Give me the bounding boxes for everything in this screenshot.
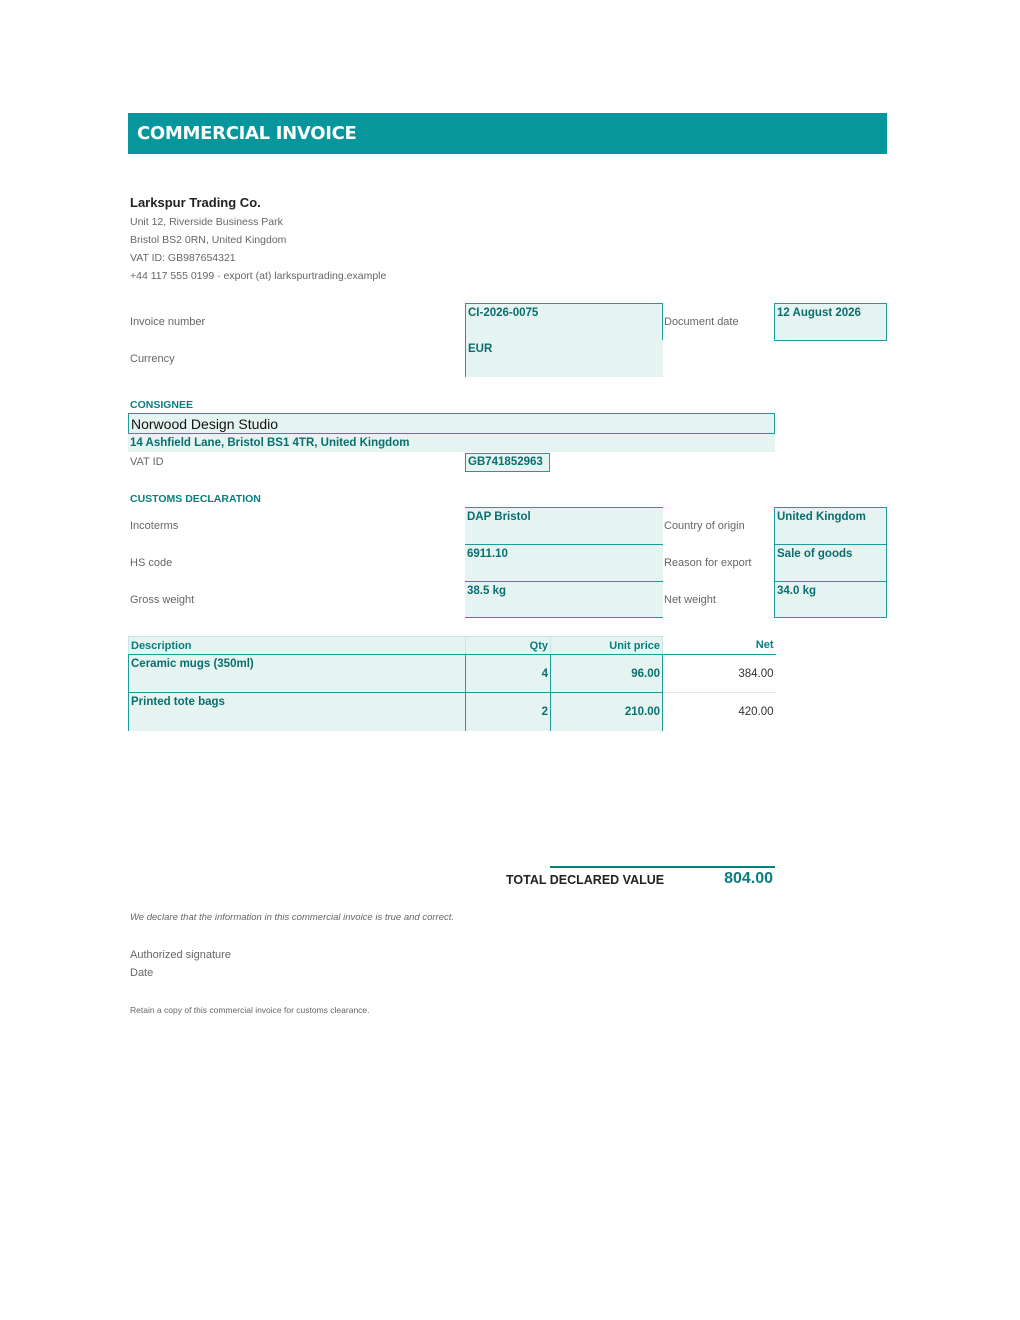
signature-date-label: Date (130, 967, 154, 979)
gross-weight-label: Gross weight (130, 594, 195, 606)
item-net-cell: 384.00 (663, 655, 776, 693)
line-items-table (128, 636, 776, 731)
declaration-text: We declare that the information in this commercial invoice is true and correct. (130, 912, 455, 923)
incoterms-label: Incoterms (130, 520, 179, 532)
consignee-name-field[interactable]: Norwood Design Studio (128, 413, 775, 434)
seller-address-line2: Bristol BS2 0RN, United Kingdom (130, 234, 287, 246)
net-weight-label: Net weight (664, 594, 716, 606)
incoterms-field[interactable]: DAP Bristol (465, 507, 663, 545)
table-row (129, 693, 776, 731)
column-header-unit-price: Unit price (551, 637, 663, 655)
hs-code-field[interactable]: 6911.10 (465, 544, 663, 582)
customs-section-title: CUSTOMS DECLARATION (130, 493, 261, 505)
authorized-signature-label: Authorized signature (130, 949, 231, 961)
item-description-cell[interactable]: Printed tote bags (129, 693, 466, 731)
consignee-vat-field[interactable]: GB741852963 (465, 453, 550, 472)
item-qty-cell[interactable]: 4 (466, 655, 551, 693)
country-of-origin-field[interactable]: United Kingdom (774, 507, 887, 545)
total-divider (550, 866, 775, 868)
invoice-title-banner: COMMERCIAL INVOICE (128, 113, 887, 154)
item-description-cell[interactable]: Ceramic mugs (350ml) (129, 655, 466, 693)
item-unit-price-cell[interactable]: 96.00 (551, 655, 663, 693)
table-header-row (129, 637, 776, 655)
hs-code-label: HS code (130, 557, 173, 569)
net-weight-field[interactable]: 34.0 kg (774, 581, 887, 618)
column-header-qty: Qty (466, 637, 551, 655)
seller-contact: +44 117 555 0199 · export (at) larkspurtrading.example (130, 270, 387, 282)
seller-address-line1: Unit 12, Riverside Business Park (130, 216, 283, 228)
gross-weight-field[interactable]: 38.5 kg (465, 581, 663, 618)
table-row (129, 655, 776, 693)
consignee-section-title: CONSIGNEE (130, 399, 194, 411)
currency-label: Currency (130, 353, 175, 365)
currency-field[interactable]: EUR (465, 340, 663, 377)
column-header-description: Description (129, 637, 466, 655)
reason-for-export-field[interactable]: Sale of goods (774, 544, 887, 582)
seller-name: Larkspur Trading Co. (130, 195, 261, 210)
document-date-label: Document date (664, 316, 739, 328)
invoice-number-field[interactable]: CI-2026-0075 (465, 303, 663, 341)
item-qty-cell[interactable]: 2 (466, 693, 551, 731)
retention-note: Retain a copy of this commercial invoice for customs clearance. (130, 1005, 370, 1015)
total-declared-value-label: TOTAL DECLARED VALUE (506, 873, 665, 887)
document-date-field[interactable]: 12 August 2026 (774, 303, 887, 341)
consignee-vat-label: VAT ID (130, 456, 164, 468)
country-of-origin-label: Country of origin (664, 520, 745, 532)
total-declared-value: 804.00 (724, 870, 773, 887)
column-header-net: Net (663, 637, 776, 655)
reason-for-export-label: Reason for export (664, 557, 752, 569)
seller-vat: VAT ID: GB987654321 (130, 252, 236, 264)
item-net-cell: 420.00 (738, 705, 774, 718)
item-unit-price-cell[interactable]: 210.00 (551, 693, 663, 731)
consignee-address-field[interactable]: 14 Ashfield Lane, Bristol BS1 4TR, United Kingdom (128, 434, 775, 452)
invoice-number-label: Invoice number (130, 316, 206, 328)
